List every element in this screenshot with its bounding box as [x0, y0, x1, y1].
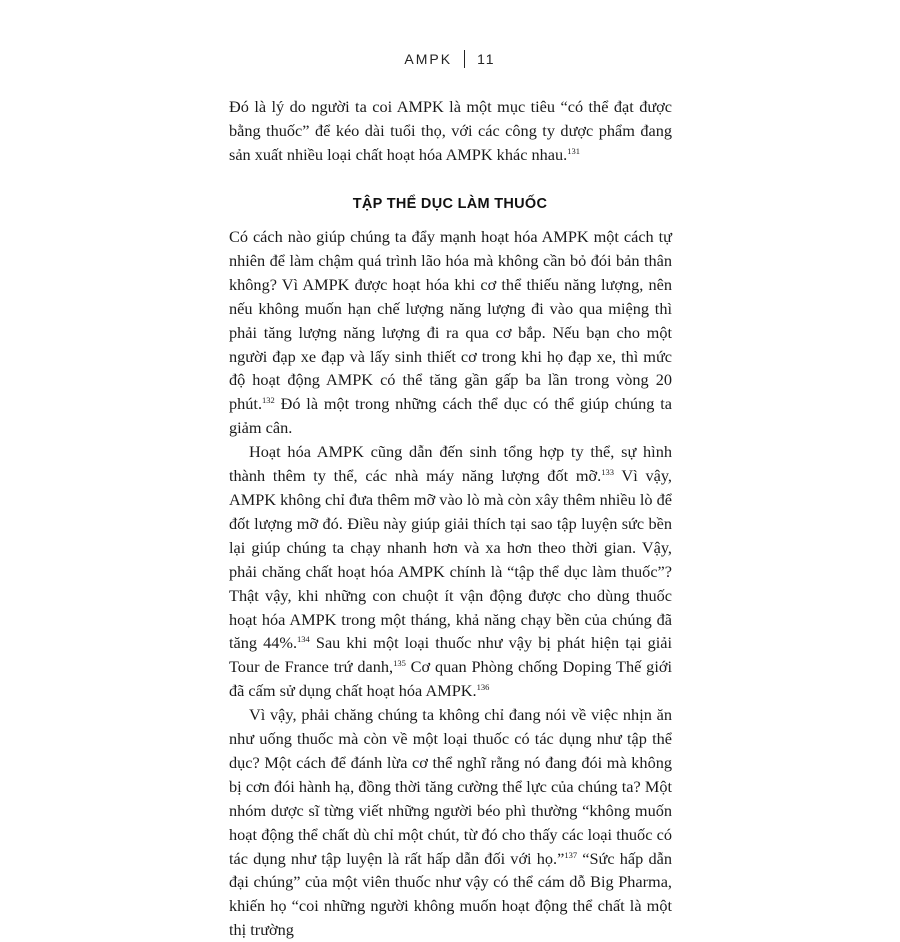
paragraph-text: Đó là một trong những cách thể dục có thể giúp chúng ta giảm cân.	[229, 394, 672, 438]
intro-paragraph	[229, 95, 672, 167]
paragraph-2	[229, 440, 672, 703]
footnote-ref: 131	[567, 145, 580, 156]
running-head	[0, 50, 900, 68]
footnote-ref: 134	[297, 634, 310, 645]
footnote-ref: 133	[601, 467, 614, 478]
footnote-ref: 136	[476, 682, 490, 693]
intro-block	[229, 95, 672, 167]
intro-text: Đó là lý do người ta coi AMPK là một mục tiêu “có thể đạt được bằng thuốc” để kéo dài tuổi thọ, với các công ty dược phẩm đang sản xuất nhiều loại chất hoạt hóa AMPK khác nhau.	[229, 97, 672, 164]
paragraph-text: Cơ quan Phòng chống Doping Thế giới đã cấm sử dụng chất hoạt hóa AMPK.	[229, 657, 672, 701]
paragraph-3	[229, 703, 672, 942]
running-head-divider	[464, 50, 465, 68]
paragraph-text: Có cách nào giúp chúng ta đẩy mạnh hoạt hóa AMPK một cách tự nhiên để làm chậm quá trình lão hóa mà không cần bỏ đói bản thân không? Vì AMPK được hoạt hóa khi cơ thể thiếu năng lượng, nên nếu không muốn hạn chế lượng năng lượng đi vào qua miệng thì phải tăng lượng năng lượng đi ra qua cơ bắp. Nếu bạn cho một người đạp xe đạp và lấy sinh thiết cơ trong khi họ đạp xe, thì mức độ hoạt động AMPK có thể tăng gần gấp ba lần trong vòng 20 phút.	[229, 227, 672, 414]
paragraph-text: “Sức hấp dẫn đại chúng” của một viên thuốc như vậy có thể cám dỗ Big Pharma, khiến họ “coi những người không muốn hoạt động thể chất là một thị trường	[229, 848, 672, 940]
paragraph-text: Vì vậy, phải chăng chúng ta không chỉ đang nói về việc nhịn ăn như uống thuốc mà còn về một loại thuốc có tác dụng như tập thể dục? Một cách để đánh lừa cơ thể nghĩ rằng nó đang đói mà không bị cơn đói hành hạ, đồng thời tăng cường thể lực của chúng ta? Một nhóm dược sĩ từng viết những người béo phì thường “không muốn hoạt động thể chất dù chỉ một chút, từ đó cho thấy các loại thuốc có tác dụng như tập luyện là rất hấp dẫn đối với họ.”	[229, 705, 672, 868]
page-number: 11	[477, 51, 496, 67]
footnote-ref: 132	[262, 395, 275, 406]
section-heading: TẬP THỂ DỤC LÀM THUỐC	[352, 196, 548, 212]
footnote-ref: 135	[393, 658, 406, 669]
footnote-ref: 137	[564, 849, 578, 860]
running-head-title: AMPK	[404, 51, 453, 67]
paragraph-1	[229, 225, 672, 440]
paragraph-text: Sau khi một loại thuốc như vậy bị phát hiện tại giải Tour de France trứ danh,	[229, 633, 673, 677]
paragraph-text: Hoạt hóa AMPK cũng dẫn đến sinh tổng hợp ty thể, sự hình thành thêm ty thể, các nhà máy năng lượng đốt mỡ.	[229, 442, 672, 486]
main-text-block	[229, 225, 672, 942]
paragraph-text: Vì vậy, AMPK không chỉ đưa thêm mỡ vào lò mà còn xây thêm nhiều lò để đốt lượng mỡ đó. Điều này giúp giải thích tại sao tập luyện sức bền lại giúp chúng ta chạy nhanh hơn và xa hơn theo thời gian. Vậy, phải chăng chất hoạt hóa AMPK chính là “tập thể dục làm thuốc”? Thật vậy, khi những con chuột ít vận động được cho dùng thuốc hoạt hóa AMPK trong một tháng, khả năng chạy bền của chúng đã tăng 44%.	[229, 466, 672, 653]
